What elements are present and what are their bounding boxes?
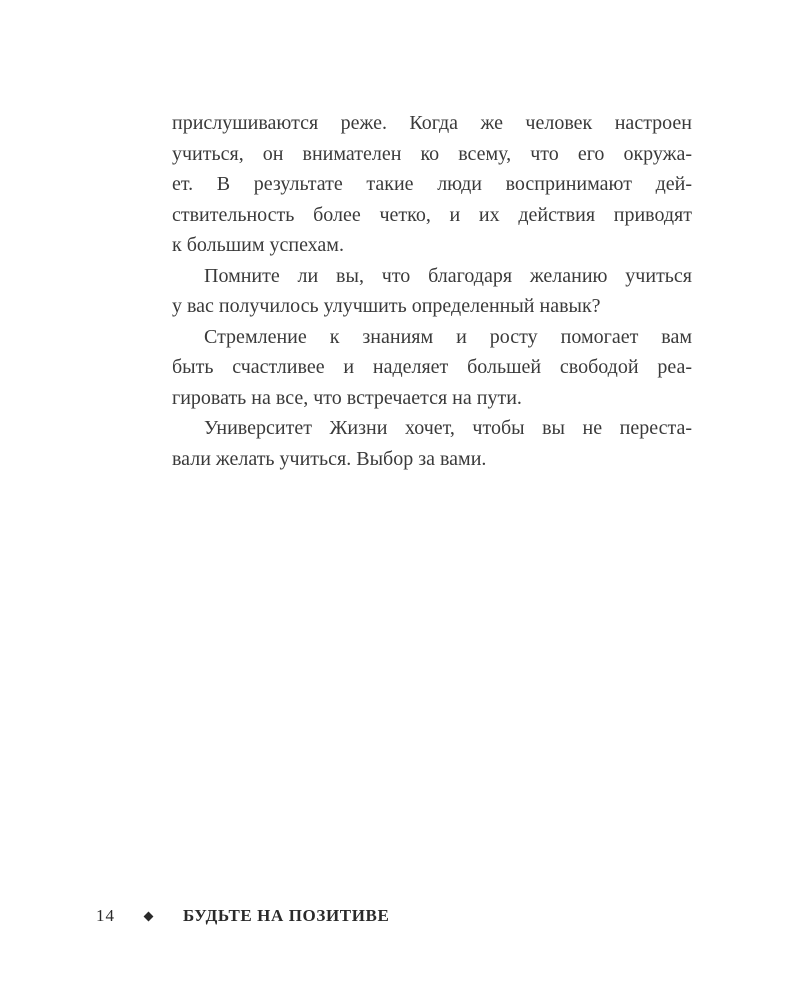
page-footer — [96, 902, 389, 930]
text-line: ствительность более четко, и их действия приводят — [172, 203, 692, 226]
text-line: Стремление к знаниям и росту помогает вам — [204, 325, 692, 348]
text-line: Университет Жизни хочет, чтобы вы не переста- — [204, 417, 692, 439]
text-line: Помните ли вы, что благодаря желанию учиться — [204, 264, 692, 287]
text-line: у вас получилось улучшить определенный навык? — [172, 295, 601, 317]
text-line: ет. В результате такие люди воспринимают дей- — [172, 173, 692, 195]
text-line: гировать на все, что встречается на пути. — [172, 386, 522, 409]
page-number: 14 — [96, 906, 115, 925]
text-line: к большим успехам. — [172, 234, 344, 256]
text-line: прислушиваются реже. Когда же человек настроен — [172, 112, 692, 134]
body-text — [172, 108, 692, 474]
text-line: учиться, он внимателен ко всему, что его окружа- — [172, 142, 692, 165]
running-title: БУДЬТЕ НА ПОЗИТИВЕ — [183, 906, 390, 925]
text-line: быть счастливее и наделяет большей свободой реа- — [172, 356, 692, 378]
diamond-icon — [144, 911, 154, 921]
text-line: вали желать учиться. Выбор за вами. — [172, 447, 487, 470]
